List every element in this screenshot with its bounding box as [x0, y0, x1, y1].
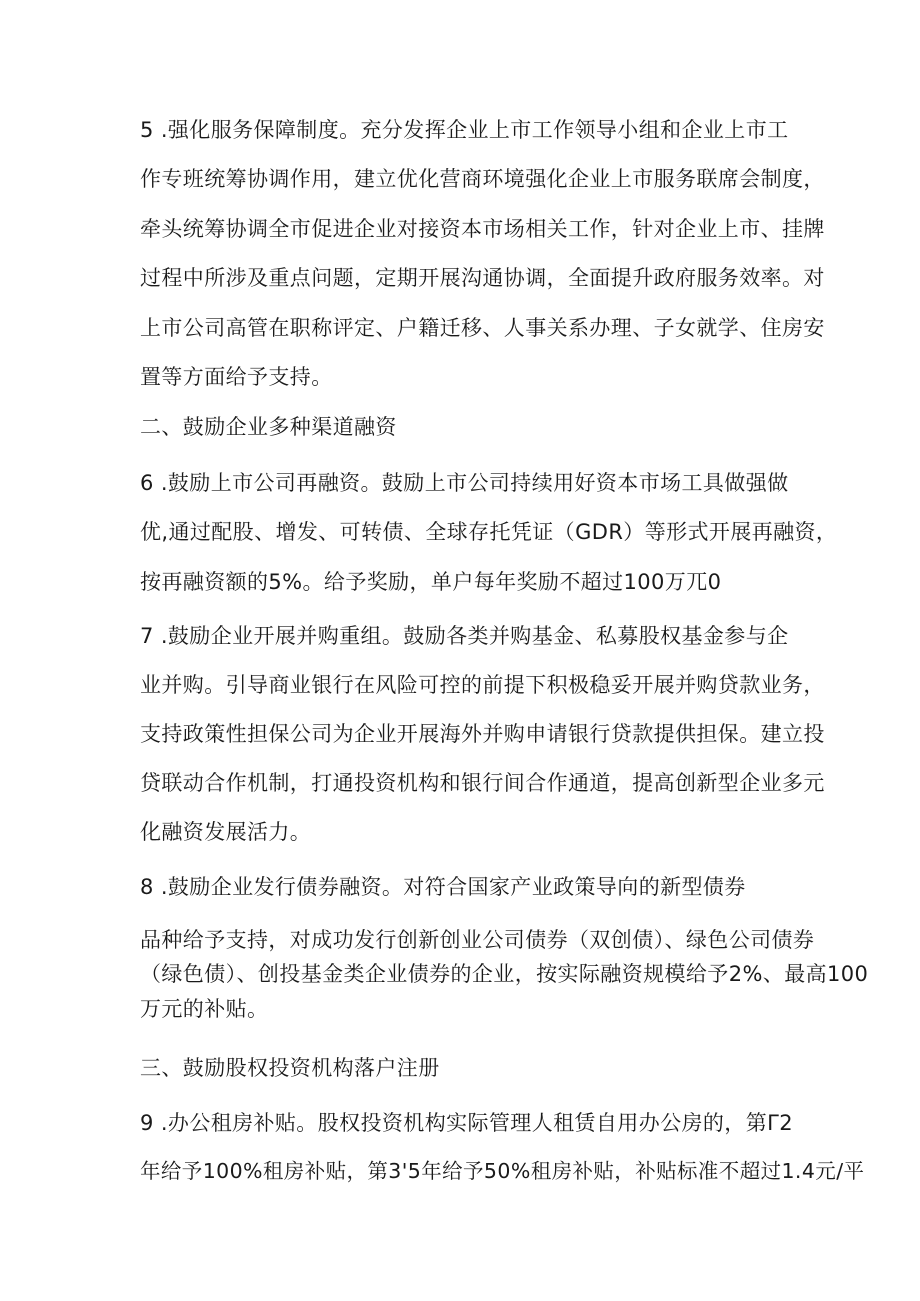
paragraph-6-line-3: 按再融资额的5%。给予奖励，单户每年奖励不超过100万兀0	[140, 570, 722, 594]
paragraph-9-line-1: 9 .办公租房补贴。股权投资机构实际管理人租赁自用办公房的，第Γ2	[140, 1111, 793, 1135]
paragraph-5-line-3: 牵头统筹协调全市促进企业对接资本市场相关工作，针对企业上市、挂牌	[140, 217, 825, 241]
paragraph-7-line-1: 7 .鼓励企业开展并购重组。鼓励各类并购基金、私募股权基金参与企	[140, 624, 789, 648]
paragraph-7-line-3: 支持政策性担保公司为企业开展海外并购申请银行贷款提供担保。建立投	[140, 722, 825, 746]
paragraph-6-line-1: 6 .鼓励上市公司再融资。鼓励上市公司持续用好资本市场工具做强做	[140, 471, 789, 495]
section-heading-2: 二、鼓励企业多种渠道融资	[140, 415, 397, 439]
section-heading-3: 三、鼓励股权投资机构落户注册	[140, 1056, 440, 1080]
paragraph-8-line-3: （绿色债）、创投基金类企业债券的企业，按实际融资规模给予2%、最高100	[140, 962, 869, 986]
paragraph-8-line-1: 8 .鼓励企业发行债券融资。对符合国家产业政策导向的新型债券	[140, 875, 746, 899]
paragraph-5-line-2: 作专班统筹协调作用，建立优化营商环境强化企业上市服务联席会制度，	[140, 167, 825, 191]
paragraph-5-line-6: 置等方面给予支持。	[140, 365, 333, 389]
paragraph-5-line-4: 过程中所涉及重点问题，定期开展沟通协调，全面提升政府服务效率。对	[140, 266, 825, 290]
paragraph-7-line-5: 化融资发展活力。	[140, 820, 312, 844]
paragraph-6-line-2: 优,通过配股、增发、可转债、全球存托凭证（GDR）等形式开展再融资，	[140, 520, 838, 544]
paragraph-8-line-2: 品种给予支持，对成功发行创新创业公司债券（双创债）、绿色公司债券	[140, 928, 815, 952]
paragraph-8-line-4: 万元的补贴。	[140, 997, 269, 1021]
paragraph-7-line-2: 业并购。引导商业银行在风险可控的前提下积极稳妥开展并购贷款业务，	[140, 673, 825, 697]
paragraph-9-line-2: 年给予100%租房补贴，第3'5年给予50%租房补贴，补贴标准不超过1.4元/平	[140, 1159, 865, 1183]
paragraph-5-line-1: 5 .强化服务保障制度。充分发挥企业上市工作领导小组和企业上市工	[140, 118, 789, 142]
paragraph-5-line-5: 上市公司高管在职称评定、户籍迁移、人事关系办理、子女就学、住房安	[140, 316, 825, 340]
paragraph-7-line-4: 贷联动合作机制，打通投资机构和银行间合作通道，提高创新型企业多元	[140, 771, 825, 795]
